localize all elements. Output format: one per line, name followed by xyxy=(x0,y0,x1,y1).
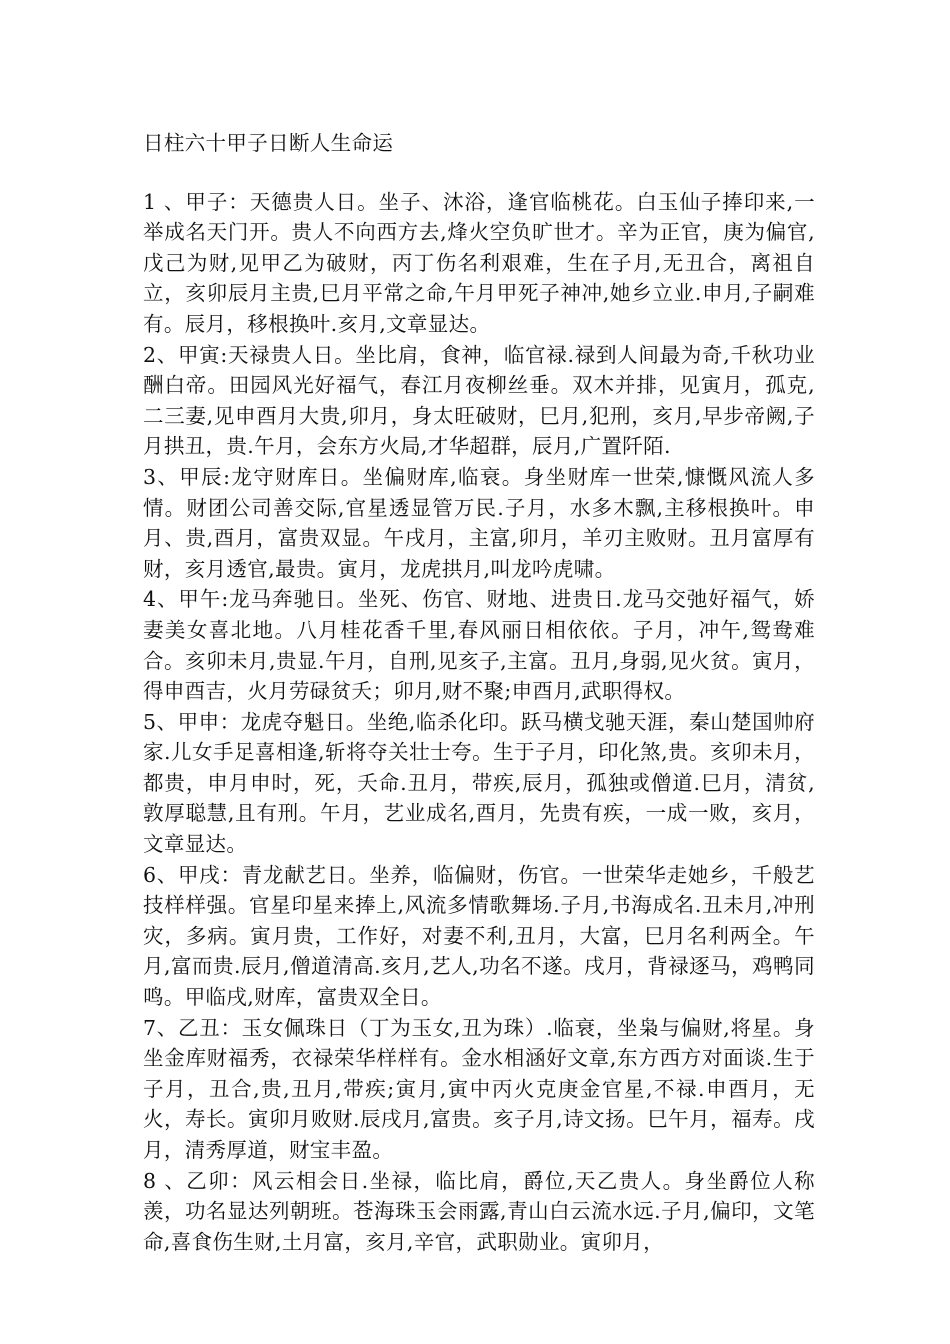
entry-jiawu: 4、甲午:龙马奔驰日。坐死、伤官、财地、进贵日.龙马交弛好福气，娇妻美女喜北地。八月桂花香千里,春风丽日相依依。子月，冲午,鸳鸯难合。亥卯未月,贵显.午月，自刑,见亥子,主富。丑月,身弱,见火贫。寅月，得申酉吉，火月劳碌贫夭；卯月,财不聚;申酉月,武职得权。 xyxy=(143,587,815,704)
entry-jiayin: 2、甲寅:天禄贵人日。坐比肩，食神，临官禄.禄到人间最为奇,千秋功业酬白帝。田园风光好福气，春江月夜柳丝垂。双木并排，见寅月，孤克,二三妻,见申酉月大贵,卯月，身太旺破财，巳月,犯刑，亥月,早步帝阙,子月拱丑，贵.午月，会东方火局,才华超群，辰月,广置阡陌. xyxy=(143,342,815,459)
document-body xyxy=(143,128,815,1257)
entry-yichou: 7、乙丑：玉女佩珠日（丁为玉女,丑为珠）.临衰，坐枭与偏财,将星。身坐金库财福秀，衣禄荣华样样有。金水相涵好文章,东方西方对面谈.生于子月，丑合,贵,丑月,带疾;寅月,寅中丙火克庚金官星,不禄.申酉月，无火，寿长。寅卯月败财.辰戌月,富贵。亥子月,诗文扬。巳午月，福寿。戌月，清秀厚道，财宝丰盈。 xyxy=(143,1015,815,1162)
entry-jiazi: 1 、甲子：天德贵人日。坐子、沐浴，逢官临桃花。白玉仙子捧印来,一举成名天门开。贵人不向西方去,烽火空负旷世才。辛为正官，庚为偏官,戊己为财,见甲乙为破财，丙丁伤名利艰难，生在子月,无丑合，离祖自立，亥卯辰月主贵,巳月平常之命,午月甲死子神冲,她乡立业.申月,子嗣难有。辰月，移根换叶.亥月,文章显达。 xyxy=(143,189,815,336)
document-title: 日柱六十甲子日断人生命运 xyxy=(143,131,394,155)
entry-yimao: 8 、乙卯：风云相会日.坐禄，临比肩，爵位,天乙贵人。身坐爵位人称羡，功名显达列朝班。苍海珠玉会雨露,青山白云流水远.子月,偏印，文笔命,喜食伤生财,土月富，亥月,辛官，武职勋业。寅卯月， xyxy=(143,1168,815,1254)
entry-jiaxu: 6、甲戌：青龙献艺日。坐养，临偏财，伤官。一世荣华走她乡，千般艺技样样强。官星印星来捧上,风流多情歌舞场.子月,书海成名.丑未月,冲刑灾，多病。寅月贵，工作好，对妻不利,丑月，大富，巳月名利两全。午月,富而贵.辰月,僧道清高.亥月,艺人,功名不遂。戌月，背禄逐马，鸡鸭同鸣。甲临戌,财库，富贵双全日。 xyxy=(143,862,815,1010)
entry-jiachen: 3、甲辰:龙守财库日。坐偏财库,临衰。身坐财库一世荣,慷慨风流人多情。财团公司善交际,官星透显管万民.子月，水多木飘,主移根换叶。申月、贵,酉月，富贵双显。午戌月，主富,卯月，羊刃主败财。丑月富厚有财，亥月透官,最贵。寅月，龙虎拱月,叫龙吟虎啸。 xyxy=(143,464,815,581)
entry-jiashen: 5、甲申：龙虎夺魁日。坐绝,临杀化印。跃马横戈驰天涯，秦山楚国帅府家.儿女手足喜相逢,斩将夺关壮士夸。生于子月，印化煞,贵。亥卯未月，都贵，申月申时，死，夭命.丑月，带疾,辰月，孤独或僧道.巳月，清贫,敦厚聪慧,且有刑。午月，艺业成名,酉月，先贵有疾，一成一败，亥月，文章显达。 xyxy=(143,709,815,857)
